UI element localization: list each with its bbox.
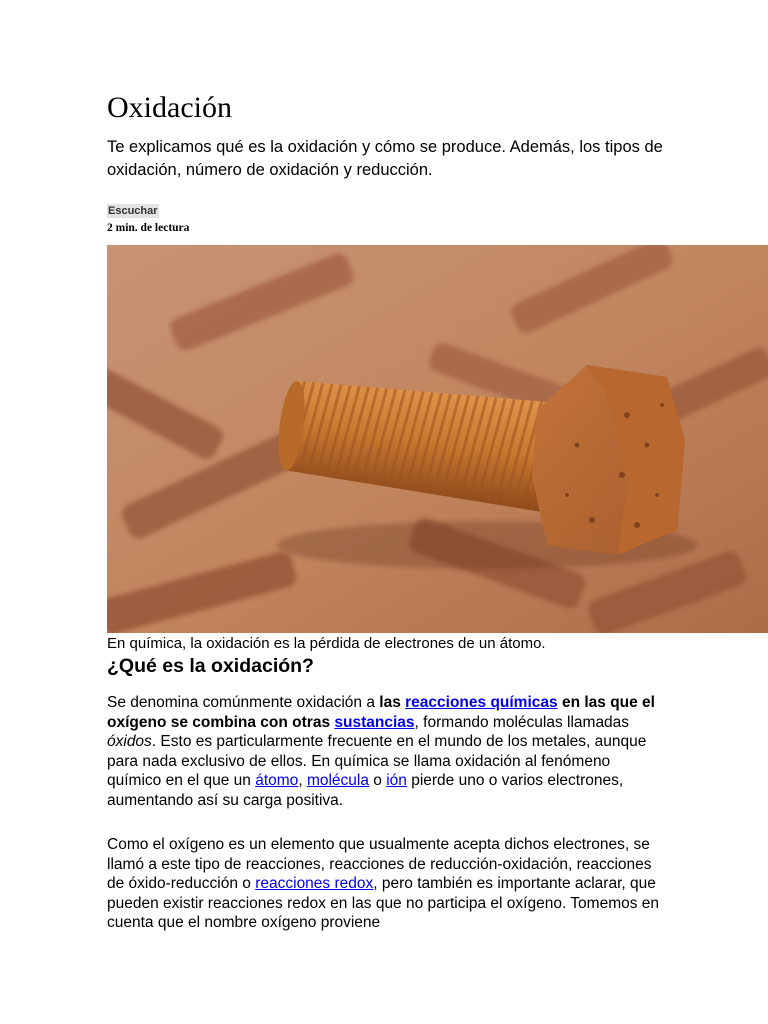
rusty-bolt-photo (107, 245, 768, 633)
text-segment: Como el oxígeno es un elemento que usualmente acepta dichos electrones, se llamó a este tipo de reacciones, reacciones de reducción-oxidación, reacciones de óxido-reducción o (107, 836, 652, 893)
text-segment: las (379, 694, 406, 711)
image-caption: En química, la oxidación es la pérdida de electrones de un átomo. (107, 635, 546, 652)
link-sustancias[interactable]: sustancias (334, 713, 415, 731)
read-time: 2 min. de lectura (107, 222, 190, 234)
listen-button[interactable]: Escuchar (108, 205, 158, 217)
text-segment: o (368, 772, 387, 790)
paragraph-2 (107, 835, 667, 933)
link-reacciones-quimicas[interactable]: reacciones químicas (405, 694, 558, 711)
text-segment: , formando moléculas llamadas (414, 713, 630, 731)
rusty-bolt-illustration (107, 245, 768, 633)
link-ion[interactable]: ión (386, 772, 407, 790)
article-title: Oxidación (107, 91, 232, 124)
text-segment: , (298, 772, 307, 790)
link-molecula[interactable]: molécula (306, 772, 369, 790)
article-lead: Te explicamos qué es la oxidación y cómo se produce. Además, los tipos de oxidación, número de oxidación y reducción. (107, 138, 663, 179)
section-heading: ¿Qué es la oxidación? (107, 655, 314, 677)
text-segment: pierde uno o varios electrones, aumentando así su carga positiva. (107, 772, 624, 809)
text-segment: , pero también es importante aclarar, que pueden existir reacciones redox en las que no participa el oxígeno. Tomemos en cuenta que el nombre oxígeno proviene (107, 875, 660, 932)
text-segment: en las que el oxígeno se combina con otras (107, 694, 655, 731)
paragraph-1 (107, 693, 667, 811)
text-segment: Se denomina comúnmente oxidación a (107, 694, 380, 711)
italic-segment: óxidos (107, 733, 152, 751)
text-segment: . Esto es particularmente frecuente en el mundo de los metales, aunque para nada exclusivo de ellos. En química se llama oxidación al fenómeno químico en el que un (107, 733, 647, 790)
link-reacciones-redox[interactable]: reacciones redox (255, 875, 374, 893)
link-atomo[interactable]: átomo (255, 772, 299, 790)
